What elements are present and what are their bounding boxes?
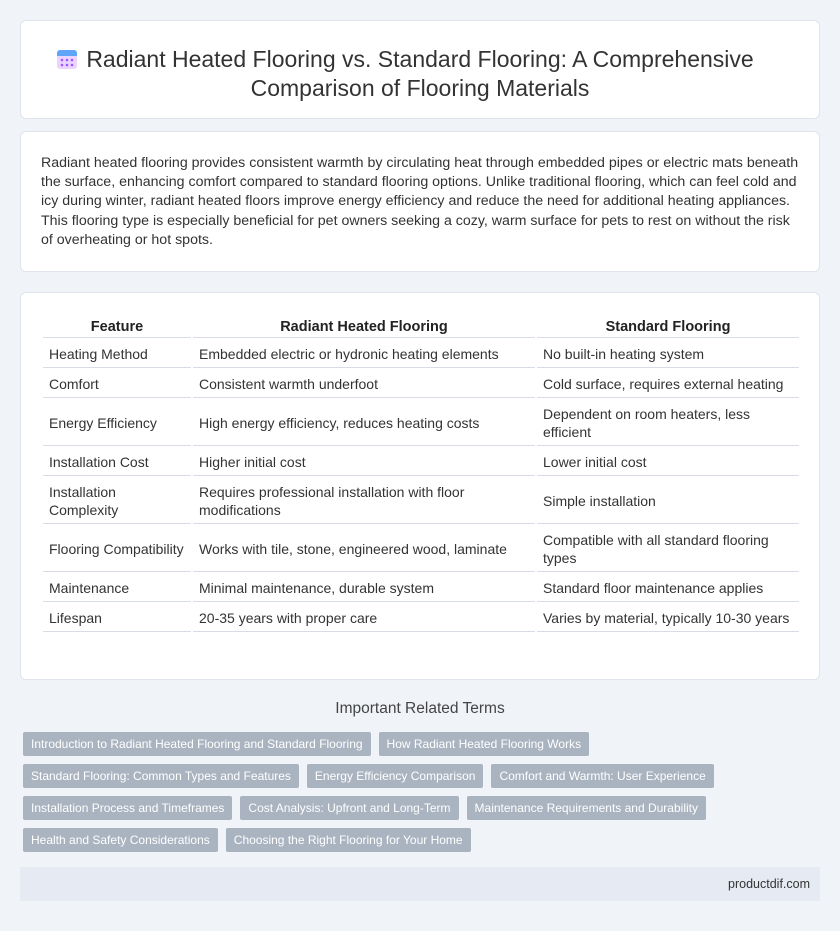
tag-row (23, 796, 803, 820)
related-terms-list (23, 732, 803, 860)
tag-row (23, 732, 803, 756)
table-cell-radiant: Higher initial cost (193, 448, 535, 476)
table-cell-radiant: Minimal maintenance, durable system (193, 574, 535, 602)
header-card (20, 20, 820, 119)
related-term-tag[interactable]: Comfort and Warmth: User Experience (491, 764, 713, 788)
footer-site-name[interactable]: productdif.com (728, 877, 810, 891)
table-cell-standard: Lower initial cost (537, 448, 799, 476)
related-term-tag[interactable]: Installation Process and Timeframes (23, 796, 232, 820)
table-cell-standard: Standard floor maintenance applies (537, 574, 799, 602)
comparison-card (20, 292, 820, 680)
table-cell-feature: Comfort (43, 370, 191, 398)
tag-row (23, 764, 803, 788)
table-cell-feature: Flooring Compatibility (43, 526, 191, 572)
table-row (43, 400, 799, 446)
table-cell-standard: No built-in heating system (537, 340, 799, 368)
related-term-tag[interactable]: Maintenance Requirements and Durability (467, 796, 706, 820)
table-cell-feature: Lifespan (43, 604, 191, 632)
table-row (43, 478, 799, 524)
related-term-tag[interactable]: Choosing the Right Flooring for Your Home (226, 828, 471, 852)
related-term-tag[interactable]: Cost Analysis: Upfront and Long-Term (240, 796, 458, 820)
intro-paragraph: Radiant heated flooring provides consistent warmth by circulating heat through embedded pipes or electric mats beneath the surface, enhancing comfort compared to standard flooring options. Unlike traditional flooring, which can feel cold and icy during winter, radiant heated floors improve energy efficiency and reduce the need for additional heating appliances. This flooring type is especially beneficial for pet owners seeking a cozy, warm surface for pets to rest on without the risk of overheating or hot spots. (41, 155, 799, 248)
header-radiant: Radiant Heated Flooring (193, 315, 535, 338)
table-row (43, 574, 799, 602)
table-cell-feature: Installation Complexity (43, 478, 191, 524)
table-row (43, 340, 799, 368)
related-term-tag[interactable]: Energy Efficiency Comparison (307, 764, 484, 788)
footer (20, 867, 820, 901)
table-header-row (43, 315, 799, 338)
table-cell-standard: Dependent on room heaters, less efficient (537, 400, 799, 446)
table-row (43, 370, 799, 398)
table-cell-radiant: High energy efficiency, reduces heating costs (193, 400, 535, 446)
related-term-tag[interactable]: Introduction to Radiant Heated Flooring and Standard Flooring (23, 732, 371, 756)
table-cell-radiant: Embedded electric or hydronic heating elements (193, 340, 535, 368)
page-title: Radiant Heated Flooring vs. Standard Flooring: A Comprehensive Comparison of Flooring Materials (86, 46, 754, 101)
table-cell-radiant: 20-35 years with proper care (193, 604, 535, 632)
related-term-tag[interactable]: How Radiant Heated Flooring Works (379, 732, 590, 756)
table-cell-feature: Installation Cost (43, 448, 191, 476)
related-term-tag[interactable]: Health and Safety Considerations (23, 828, 218, 852)
table-cell-radiant: Works with tile, stone, engineered wood, laminate (193, 526, 535, 572)
table-cell-radiant: Consistent warmth underfoot (193, 370, 535, 398)
table-cell-feature: Heating Method (43, 340, 191, 368)
header-feature: Feature (43, 315, 191, 338)
table-row (43, 448, 799, 476)
table-cell-standard: Varies by material, typically 10-30 years (537, 604, 799, 632)
related-terms-title: Important Related Terms (335, 700, 505, 717)
table-row (43, 604, 799, 632)
table-row (43, 526, 799, 572)
tag-row (23, 828, 803, 852)
table-cell-radiant: Requires professional installation with floor modifications (193, 478, 535, 524)
table-cell-feature: Energy Efficiency (43, 400, 191, 446)
table-cell-standard: Cold surface, requires external heating (537, 370, 799, 398)
comparison-table (41, 313, 801, 634)
header-standard: Standard Flooring (537, 315, 799, 338)
table-cell-feature: Maintenance (43, 574, 191, 602)
table-cell-standard: Compatible with all standard flooring types (537, 526, 799, 572)
intro-card (20, 131, 820, 272)
table-cell-standard: Simple installation (537, 478, 799, 524)
related-term-tag[interactable]: Standard Flooring: Common Types and Features (23, 764, 299, 788)
